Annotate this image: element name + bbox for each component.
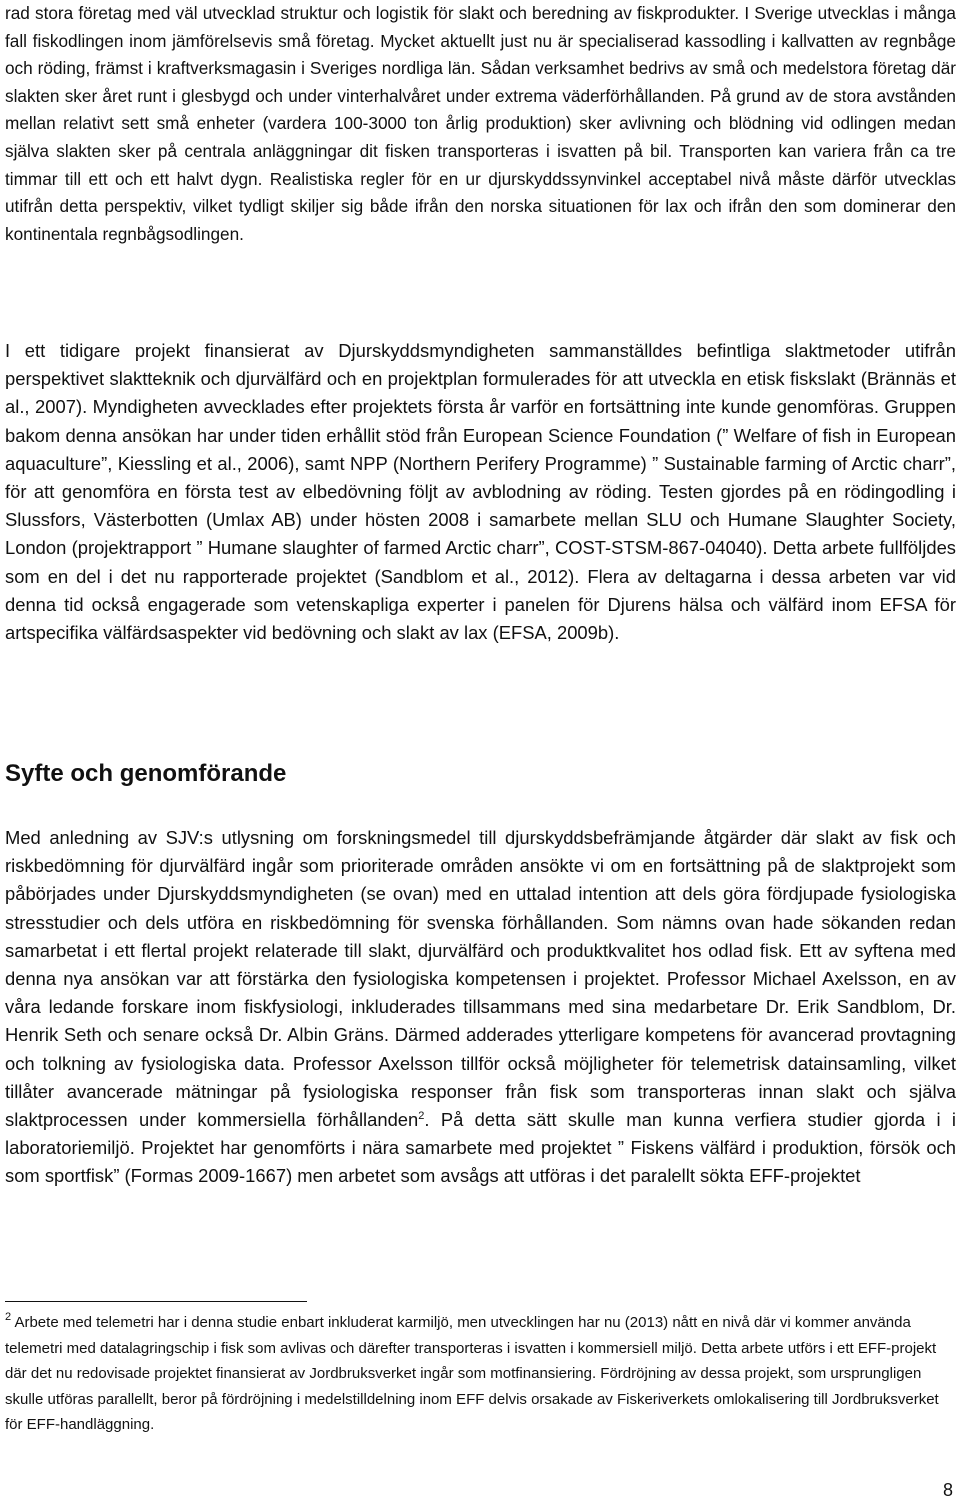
paragraph-3-text-after-note: . På detta sätt skulle man kunna verfiera studier gjorda i i laboratoriemiljö. Projektet har genomförts i nära samarbete med projektet ” Fiskens välfärd i produktion, försök och som sportfisk” (Formas 2009-1667) men arbetet som avsågs att utföras i det paralellt sökta EFF-projektet: [5, 1109, 956, 1187]
footnote-reference: 2: [418, 1110, 425, 1123]
footnote-number: 2: [5, 1311, 12, 1323]
footnote-separator: [5, 1301, 307, 1302]
footnote: [5, 1310, 951, 1438]
footnote-text: Arbete med telemetri har i denna studie enbart inkluderat karmiljö, men utvecklingen har nu (2013) nått en nivå där vi kommer använda telemetri med datalagringschip i fisk som avlivas och därefter transporteras i isvatten i kommersiell miljö. Detta arbete utförs i ett EFF-projekt där det nu redovisade projektet finansierat av Jordbruksverket ingår som motfinansiering. Fördröjning av dessa projekt, som ursprungligen skulle utföras parallellt, beror på fördröjning i medelstilldelning inom EFF delvis orsakade av Fiskeriverkets omlokalisering till Jordbruksverket för EFF-handläggning.: [5, 1314, 939, 1433]
paragraph-3-text-before-note: Med anledning av SJV:s utlysning om forskningsmedel till djurskyddsbefrämjande åtgärder där slakt av fisk och riskbedömning för djurvälfärd ingår som prioriterade områden ansökte vi om en fortsättning på de slaktprojekt som påbörjades under Djurskyddsmyndigheten (se ovan) med en uttalad intention att dels göra fördjupade fysiologiska stresstudier och dels utföra en riskbedömning för svenska förhållanden. Som nämns ovan hade sökanden redan samarbetat i ett flertal projekt relaterade till slakt, djurvälfärd och produktkvalitet hos odlad fisk. Ett av syftena med denna nya ansökan var att förstärka den fysiologiska kompetensen i projektet. Professor Michael Axelsson, en av våra ledande forskare inom fiskfysiologi, inkluderades tillsammans med sina medarbetare Dr. Erik Sandblom, Dr. Henrik Seth och senare också Dr. Albin Gräns. Därmed adderades ytterligare kompetens för avancerad provtagning och tolkning av fysiologiska data. Professor Axelsson tillför också möjligheter för telemetrisk datainsamling, vilket tillåter avancerade mätningar på fysiologiska responser från fisk som transporteras innan slakt och själva slaktprocessen under kommersiella förhållanden: [5, 827, 956, 1131]
body-paragraph-3: [5, 824, 956, 1191]
section-heading: Syfte och genomförande: [5, 760, 287, 787]
body-paragraph-1: rad stora företag med väl utvecklad struktur och logistik för slakt och beredning av fiskprodukter. I Sverige utvecklas i många fall fiskodlingen inom jämförelsevis små företag. Mycket aktuellt just nu är specialiserad kassodling i kallvatten av regnbåge och röding, främst i kraftverksmagasin i Sveriges nordliga län. Sådan verksamhet bedrivs av små och medelstora företag där slakten sker året runt i glesbygd och under vinterhalvåret under extrema väderförhållanden. På grund av de stora avstånden mellan relativt sett små enheter (vardera 100-3000 ton årlig produktion) sker avlivning och blödning vid odlingen medan själva slakten sker på centrala anläggningar dit fisken transporteras i isvatten på bil. Transporten kan variera från ca tre timmar till ett och ett halvt dygn. Realistiska regler för en ur djurskyddssynvinkel acceptabel nivå måste därför utvecklas utifrån detta perspektiv, vilket tydligt skiljer sig både ifrån den norska situationen för lax och ifrån den som dominerar den kontinentala regnbågsodlingen.: [5, 3, 956, 244]
page-number: 8: [942, 1480, 953, 1500]
body-paragraph-2: I ett tidigare projekt finansierat av Djurskyddsmyndigheten sammanställdes befintliga slaktmetoder utifrån perspektivet slaktteknik och djurvälfärd och en projektplan formulerades för att utveckla en etisk fiskslakt (Brännäs et al., 2007). Myndigheten avvecklades efter projektets första år varför en fortsättning inte kunde genomföras. Gruppen bakom denna ansökan har under tiden erhållit stöd från European Science Foundation (” Welfare of fish in European aquaculture”, Kiessling et al., 2006), samt NPP (Northern Perifery Programme) ” Sustainable farming of Arctic charr”, för att genomföra en första test av elbedövning följt av avblodning av röding. Testen gjordes på en rödingodling i Slussfors, Västerbotten (Umlax AB) under hösten 2008 i samarbete mellan SLU och Humane Slaughter Society, London (projektrapport ” Humane slaughter of farmed Arctic charr”, COST-STSM-867-04040). Detta arbete fullföljdes som en del i det nu rapporterade projektet (Sandblom et al., 2012). Flera av deltagarna i dessa arbeten var vid denna tid också engagerade som vetenskapliga experter i panelen för Djurens hälsa och välfärd inom EFSA för artspecifika välfärdsaspekter vid bedövning och slakt av lax (EFSA, 2009b).: [5, 340, 956, 644]
